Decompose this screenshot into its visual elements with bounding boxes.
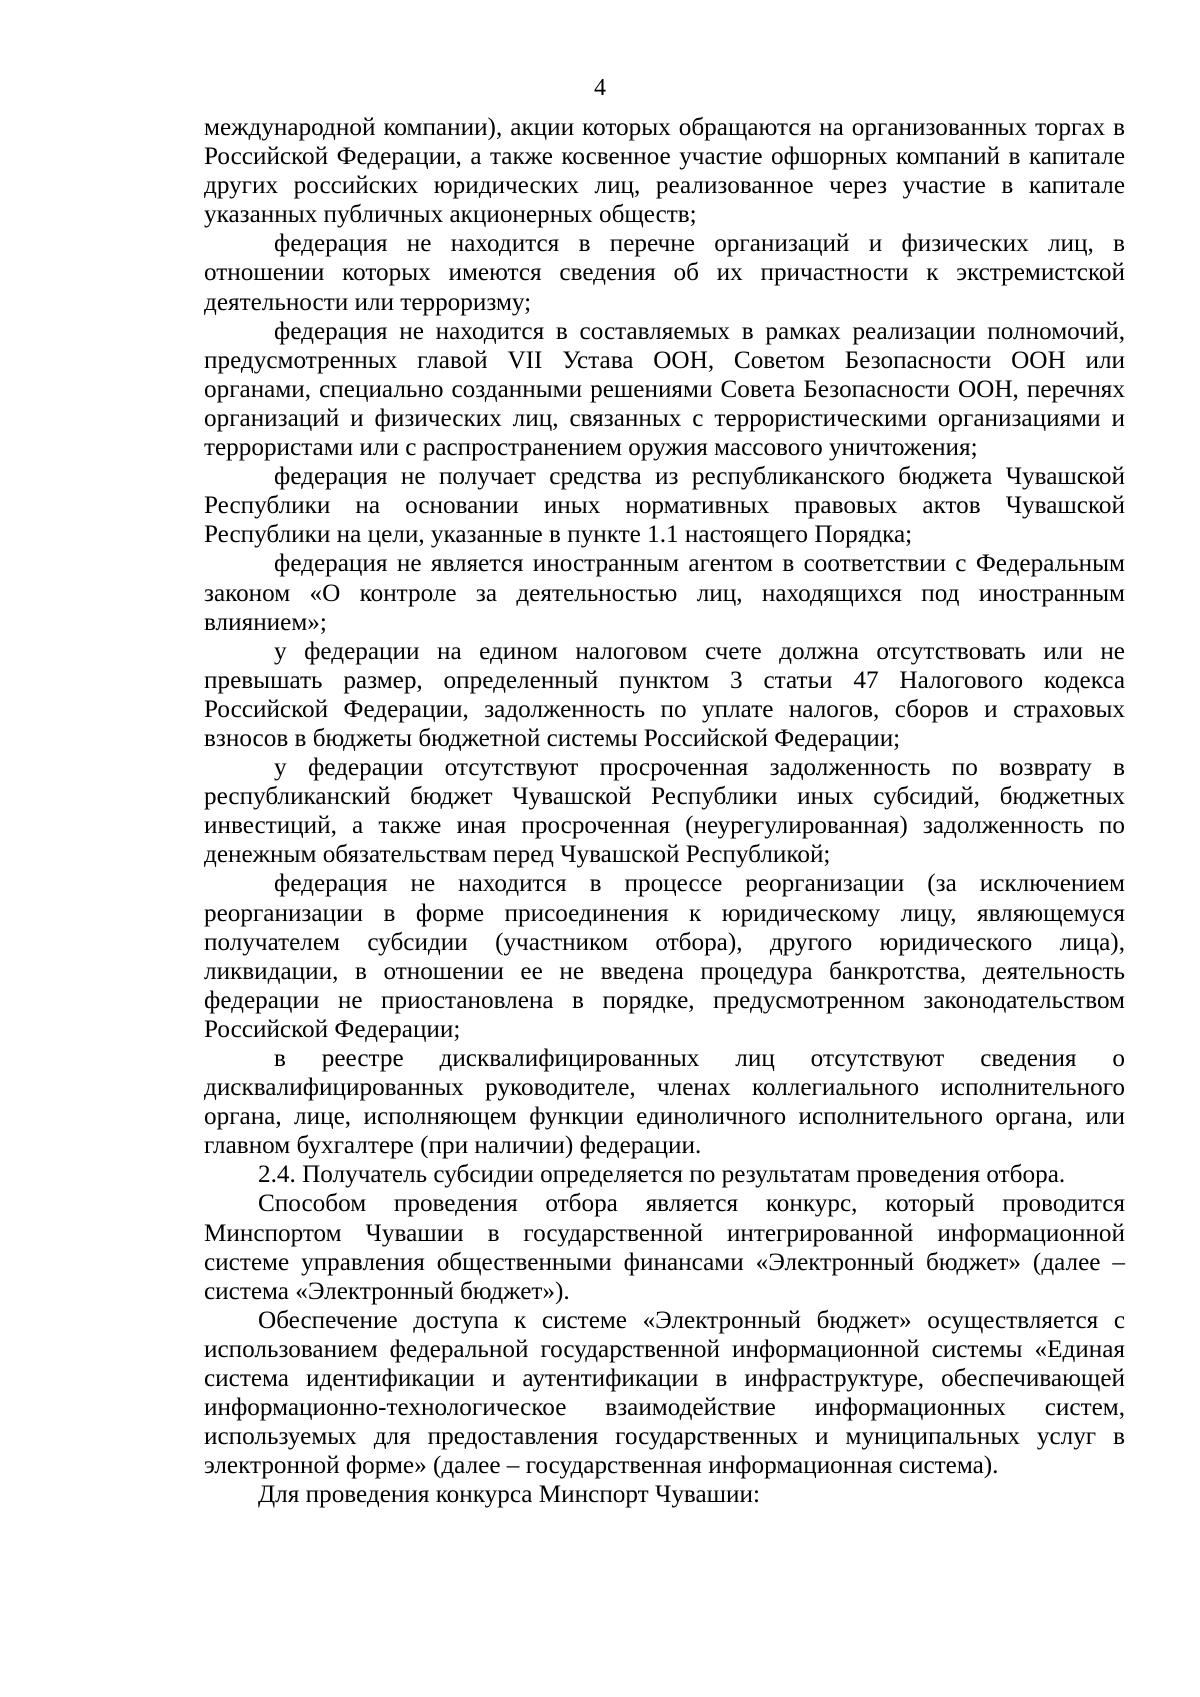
page-number: 4 — [594, 75, 606, 101]
paragraph: Для проведения конкурса Минспорт Чувашии: — [258, 1481, 761, 1509]
paragraph: федерация не находится в составляемых в рамках реализации полномочий, предусмотренных главой VII Устава ООН, Советом Безопасности ООН или органами, специально созданными решениями Совета Безопасности ООН, перечнях организаций и физических лиц, связанных с террористическими организациями и террористами или с распространением оружия массового уничтожения; — [204, 317, 1125, 462]
paragraph: у федерации на едином налоговом счете должна отсутствовать или не превышать размер, определенный пунктом 3 статьи 47 Налогового кодекса Российской Федерации, задолженность по уплате налогов, сборов и страховых взносов в бюджеты бюджетной системы Российской Федерации; — [204, 637, 1125, 752]
paragraph: в реестре дисквалифицированных лиц отсутствуют сведения о дисквалифицированных руководителе, членах коллегиального исполнительного органа, лице, исполняющем функции единоличного исполнительного органа, или главном бухгалтере (при наличии) федерации. — [204, 1045, 1125, 1160]
document-body — [204, 113, 1125, 1510]
paragraph: федерация не получает средства из республиканского бюджета Чувашской Республики на основании иных нормативных правовых актов Чувашской Республики на цели, указанные в пункте 1.1 настоящего Порядка; — [204, 463, 1125, 549]
paragraph: международной компании), акции которых обращаются на организованных торгах в Российской Федерации, а также косвенное участие офшорных компаний в капитале других российских юридических лиц, реализованное через участие в капитале указанных публичных акционерных обществ; — [204, 114, 1125, 229]
paragraph: федерация не находится в процессе реорганизации (за исключением реорганизации в форме присоединения к юридическому лицу, являющемуся получателем субсидии (участником отбора), другого юридического лица), ликвидации, в отношении ее не введена процедура банкротства, деятельность федерации не приостановлена в порядке, предусмотренном законодательством Российской Федерации; — [204, 870, 1125, 1043]
paragraph: федерация не находится в перечне организаций и физических лиц, в отношении которых имеются сведения об их причастности к экстремистской деятельности или терроризму; — [204, 230, 1125, 316]
paragraph: Обеспечение доступа к системе «Электронный бюджет» осуществляется с использованием федеральной государственной информационной системы «Единая система идентификации и аутентификации в инфраструктуре, обеспечивающей информационно-технологическое взаимодействие информационных систем, используемых для предоставления государственных и муниципальных услуг в электронной форме» (далее – государственная информационная система). — [204, 1306, 1125, 1480]
paragraph: Способом проведения отбора является конкурс, который проводится Минспортом Чувашии в государственной интегрированной информационной системе управления общественными финансами «Электронный бюджет» (далее – система «Электронный бюджет»). — [204, 1190, 1125, 1305]
paragraph: у федерации отсутствуют просроченная задолженность по возврату в республиканский бюджет Чувашской Республики иных субсидий, бюджетных инвестиций, а также иная просроченная (неурегулированная) задолженность по денежным обязательствам перед Чувашской Республикой; — [204, 754, 1125, 869]
paragraph: 2.4. Получатель субсидии определяется по результатам проведения отбора. — [258, 1161, 1066, 1189]
paragraph: федерация не является иностранным агентом в соответствии с Федеральным законом «О контроле за деятельностью лиц, находящихся под иностранным влиянием»; — [204, 550, 1125, 636]
